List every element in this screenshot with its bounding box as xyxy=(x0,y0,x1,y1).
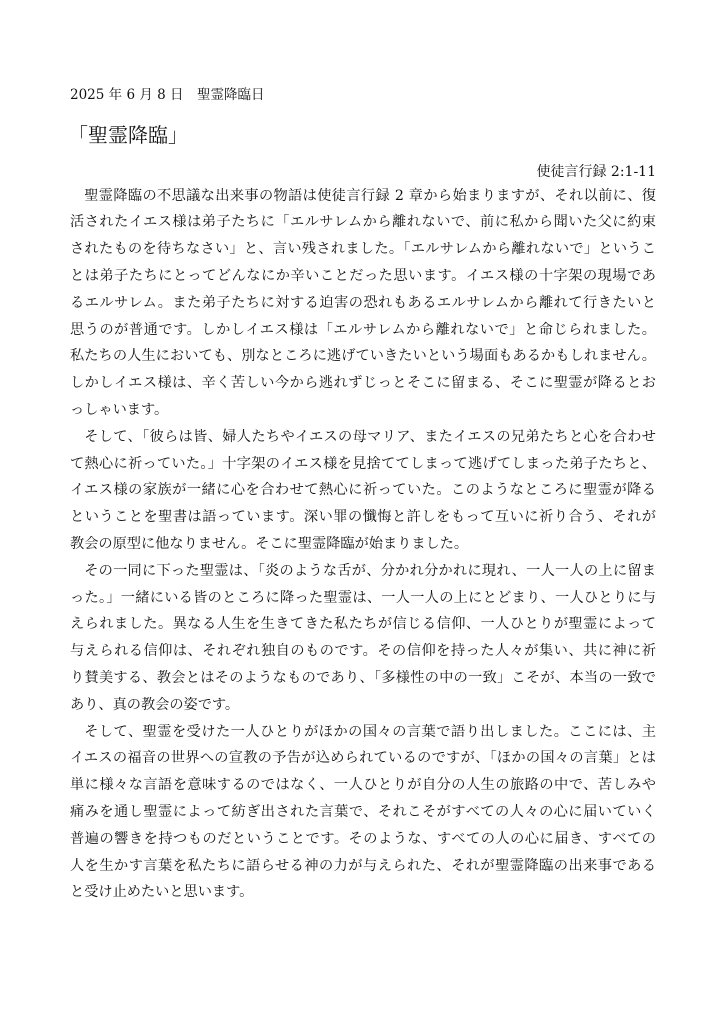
body-line: 聖霊降臨の不思議な出来事の物語は使徒言行録 2 章から始まりますが、それ以前に、復 xyxy=(84,187,656,204)
sermon-date: 2025 年 6 月 8 日 聖霊降臨日 xyxy=(70,87,265,103)
body-line: っしゃいます。 xyxy=(70,401,169,418)
body-line: されたものを待ちなさい」と、言い残されました。「エルサレムから離れないで」というこ xyxy=(70,241,656,258)
body-line: 単に様々な言語を意味するのではなく、一人ひとりが自分の人生の旅路の中で、苦しみや xyxy=(70,777,656,794)
body-line: 私たちの人生においても、別なところに逃げていきたいという場面もあるかもしれません。 xyxy=(70,348,656,365)
body-line: と受け止めたいと思います。 xyxy=(70,884,254,901)
body-line: 人を生かす言葉を私たちに語らせる神の力が与えられた、それが聖霊降臨の出来事である xyxy=(70,857,656,874)
sermon-title: 「聖霊降臨」 xyxy=(68,123,188,147)
body-line: て熱心に祈っていた。」十字架のイエス様を見捨ててしまって逃げてしまった弟子たちと、 xyxy=(70,455,656,472)
body-line: イエスの福音の世界への宣教の予告が込められているのですが、「ほかの国々の言葉」とは xyxy=(70,750,656,767)
body-line: えられました。異なる人生を生きてきた私たちが信じる信仰、一人ひとりが聖霊によって xyxy=(70,616,656,633)
body-line: 活されたイエス様は弟子たちに「エルサレムから離れないで、前に私から聞いた父に約束 xyxy=(70,214,656,231)
scripture-reference: 使徒言行録 2:1-11 xyxy=(536,164,656,180)
body-line: 教会の原型に他なりません。そこに聖霊降臨が始まりました。 xyxy=(70,535,469,552)
body-line: った。」一緒にいる皆のところに降った聖霊は、一人一人の上にとどまり、一人ひとりに与 xyxy=(70,589,656,606)
body-line: イエス様の家族が一緒に心を合わせて熱心に祈っていた。このようなところに聖霊が降る xyxy=(70,482,656,499)
body-line: り賛美する、教会とはそのようなものであり、「多様性の中の一致」こそが、本当の一致で xyxy=(70,669,656,686)
paragraph-4 xyxy=(70,719,656,907)
body-line: そして、聖霊を受けた一人ひとりがほかの国々の言葉で語り出しました。ここには、主 xyxy=(84,723,656,740)
body-line: しかしイエス様は、辛く苦しい今から逃れずじっとそこに留まる、そこに聖霊が降るとお xyxy=(70,375,656,392)
body-line: るエルサレム。また弟子たちに対する迫害の恐れもあるエルサレムから離れて行きたいと xyxy=(70,294,656,311)
paragraph-3 xyxy=(70,558,656,719)
paragraph-1 xyxy=(70,183,656,424)
body-line: あり、真の教会の姿です。 xyxy=(70,696,240,713)
body-line: とは弟子たちにとってどんなにか辛いことだった思います。イエス様の十字架の現場であ xyxy=(70,267,656,284)
body-line: ということを聖書は語っています。深い罪の懺悔と許しをもって互いに祈り合う、それが xyxy=(70,509,656,526)
paragraph-2 xyxy=(70,424,656,558)
body-line: 与えられる信仰は、それぞれ独自のものです。その信仰を持った人々が集い、共に神に祈 xyxy=(70,643,656,660)
body-line: 思うのが普通です。しかしイエス様は「エルサレムから離れないで」と命じられました。 xyxy=(70,321,656,338)
body-line: そして、「彼らは皆、婦人たちやイエスの母マリア、またイエスの兄弟たちと心を合わせ xyxy=(84,428,656,445)
body-line: 痛みを通し聖霊によって紡ぎ出された言葉で、それこそがすべての人々の心に届いていく xyxy=(70,803,656,820)
body-line: 普遍の響きを持つものだということです。そのような、すべての人の心に届き、すべての xyxy=(70,830,656,847)
sermon-body xyxy=(70,183,656,907)
body-line: その一同に下った聖霊は、「炎のような舌が、分かれ分かれに現れ、一人一人の上に留ま xyxy=(84,562,656,579)
